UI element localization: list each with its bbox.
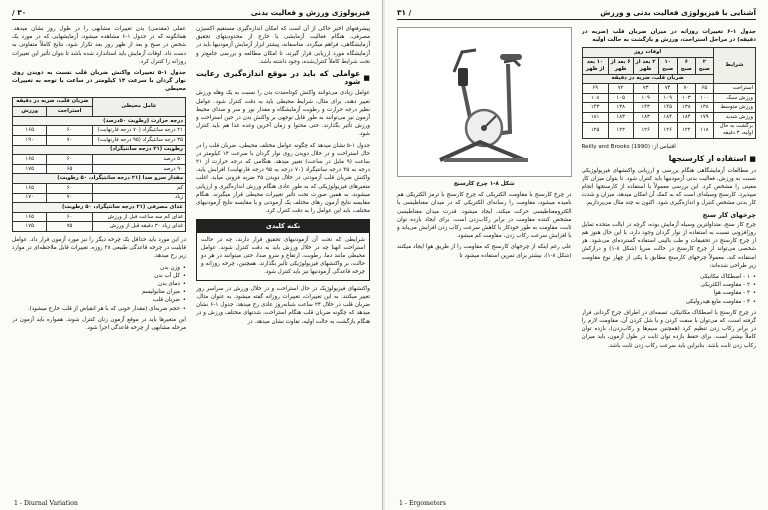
table-cell: زیاد [92,193,185,203]
table-cell: ۱۰۹ [633,93,658,103]
running-head [12,8,370,20]
table-cell: ۷۴ [658,84,677,94]
table-cell: ۶۹ [582,84,608,94]
figure-caption: شکل ۸-۱ چرخ کارسنج [453,181,515,187]
table-caption: جدول ۱-۶ تغییرات روزانه در میزان ضربان قلب (ضربه در دقیقه) در مراحل استراحت، ورزش و بازگشت به حالت اولیه [581,29,756,44]
header-title: آشنایی با فیزیولوژی فعالیت بدنی و ورزش [600,8,756,17]
table-header: ۱۰ صبح [658,58,677,75]
table-cell: ۱۰۹ [658,93,677,103]
table-cell: ۶۰ [47,183,92,193]
table-cell: ورزش متوسط [713,103,755,113]
footnote: 1 - Diurnal Variation [14,500,78,507]
section-heading: ■ عواملی که باید در موقع اندازه‌گیری رعایت شود [196,69,370,87]
table-row [13,222,186,232]
table-cell: ۱۸۳ [633,112,658,122]
list-item: • ۱ - اصطکاک مکانیکی [582,273,751,281]
table-row [13,126,186,136]
table-cell: ۶۰ [47,212,92,222]
table-cell: کم [92,183,185,193]
list-item: • دمای بدن [12,280,180,288]
table-cell: ۷۰ [677,84,695,94]
table-cell: ۱۶۵ [13,212,47,222]
table-cell: غذای کم سه ساعت قبل از ورزش [92,212,185,222]
table-cell: ۱۲۲ [677,122,695,139]
keypoint-text: شرایطی که تحت آن آزمودنیهای تحقیق قرار دارند، چه در حالت استراحت انهنا چه در خلال ورزش باید به دقت کنترل شوند. عوامل محیطی مانند دما، رطوبت، ارتفاع و سرو صدا، حتی میتوانند در هر دو حالت، بر واکنشهای فیزیولوژیکی تأثیر بگذارند. همچنین، چرخه روزانه و چرخه قاعدگی آزمودنیها نیز باید کنترل شود. [201,236,365,276]
table-row [582,93,756,103]
keypoint-title: نکته کلیدی [197,220,369,232]
table-header: استراحت [47,107,92,117]
table-cell: ۱۸۱ [582,112,608,122]
table-cell: ۱۷۵ [13,222,47,232]
table-row [13,212,186,222]
table-cell: استراحت [713,84,755,94]
paragraph: در چرخ کارسنج با مقاومت الکتریکی که چرخ کارسنج با ترمز الکتریکی هم نامیده میشود، مقاومت را رسانه‌ای الکتریکی که در میدان مغناطیسی با الکترومغناطیسی حرکت میکند، ایجاد میشود. قدرت میدان مغناطیسی مشخص کننده مقاومت در برابر رکاب‌زدن است. برای ایجاد بازده توان ثابت، مقاومت به طور خودکار با کاهش سرعت رکاب زدن افزایش می‌یابد و با افزایش سرعت رکاب زدن، مقاومت کم میشود. [397,192,572,240]
table-header: ضربان قلب، ضربه در دقیقه [13,97,93,107]
table-header: شرایط [713,48,755,84]
column-left [12,25,186,505]
table-cell: ۱۰۳ [677,93,695,103]
list-item: • ۴ - مقاومت مایع هیدرولیکی [582,298,751,306]
table-cell: ۱۲۲ [608,122,633,139]
footnote: 1 - Ergometers [399,500,446,507]
table-header: ورزش [13,107,47,117]
table-cell: ۱۰۸ [582,93,608,103]
table-cell: ۱۷۰ [13,193,47,203]
paragraph: جدول ۱-۵ نشان میدهد که چگونه عوامل مختلف محیطی، ضربان قلب را در حال استراحت و در خلال دویدن روی نوار گردان با سرعت ۱۴ کیلومتر در ساعت (۹ مایل در ساعت) تغییر میدهد. هنگامی که درجه حرارت از ۲۱ درجه به ۳۵ درجه سانتیگراد (۷۰ درجه به ۹۵ درجه فارنهایت) افزایش یابد، واکنش ضربان قلب آزمودنی در خلال دویدن ۲۵ ضربه فزونی میابد. اغلب متغیرهای فیزیولوژیکی که به طور عادی هنگام ورزش اندازه‌گیری و ارزیابی میشوند، به همین صورت تحت تأثیر تغییرات محیطی قرار میگیرند. هنگام مقایسه نتایج آزمون رهای مختلف یک آزمودنی و یا مقایسه نتایج آزمودنیهای مختلف، باید این عوامل را به دقت کنترل کرد. [196,142,370,215]
table-row [13,155,186,165]
exercise-bike-icon [424,32,544,172]
cycle-variables-list [12,264,186,313]
table-cell: ۱۱۸ [695,122,713,139]
table-row [13,193,186,203]
section-heading: ■ استفاده از کارسنجها [668,154,756,164]
table-cell: ۷۰ [47,193,92,203]
table-cell: ۱۶۵ [13,183,47,193]
paragraph: در چرخ کارسنج با اصطکاک مکانیکی، تسمه‌ای در اطراف چرخ گردانی قرار گرفته است، که می‌توان با سفت کردن و یا شل کردن آن، مقاومت لازم را در برابر رکاب زدن تنظیم کرد (همچنین سیم‌ها و رکاب‌زدن)، بازده توان کاملاً بیشتر است. برای حفظ بازده توان ثابت در طول آزمون، باید میزان رکاب زدن ثابت باشد. بنابراین باید سرعت رکاب زدن ثابت باشد. [581,309,756,349]
table-cell: ۱۴۵ [658,103,677,113]
table-cell: ۶۰ [47,126,92,136]
column-right [582,25,757,505]
table-row [13,183,186,193]
table-header: ۱۰ بعد از ظهر [582,58,608,75]
table-row [582,112,756,122]
table-cell: غذای زیاد ۳۰ دقیقه قبل از ورزش [92,222,185,232]
table-cell: ۱۲۶ [633,122,658,139]
table-cell: ۱۰۵ [608,93,633,103]
table-cell: ۱۳۸ [695,103,713,113]
table-cell: ۶۵ [47,164,92,174]
subheading: چرخهای کار سنج [702,210,756,219]
table-source: Reilly and Brooks (1990) :اقتباس از [581,144,676,151]
table-cell: ۱۶۵ [13,155,47,165]
heading-bullet-icon: ■ [363,74,370,83]
table-cell: ۱۸۴ [677,112,695,122]
table-cell: ۱۴۳ [582,103,608,113]
list-item: • ضربان قلب [12,296,180,304]
ergometer-figure [397,27,572,177]
paragraph: عملی (مقدمی) بدن تغییرات مشابهی را در طول روز نشان میدهد. همانگونه که در جدول ۱-۶ مشاهده میشود، آزمایشهایی که در مورد یک شخص در صبح و بعد از ظهر روز بعد تکرار شود، نتایج کاملاً متفاوتی به دست داد. اوقات آزمایش باید استاندارد شده باشد تا بتوان تأثیر این تغییرات روزانه را کنترل کرد. [12,26,186,65]
table-row [582,103,756,113]
list-item: • وزن بدن [12,264,180,272]
table-cell: ۳۵ درجه سانتیگراد (۹۵ درجه فارنهایت) [92,136,185,146]
table-cell: ۷۰ [47,136,92,146]
table-cell: ۱۰۰ [695,93,713,103]
table-cell: ۹۰ درصد [92,164,185,174]
table-cell: ۱۸۳ [608,112,633,122]
column-left [397,25,572,505]
list-item: • میزان متابولیسم [12,288,180,296]
heading-bullet-icon: ■ [749,155,756,164]
table-cell: ۱۶۵ [13,126,47,136]
table-cell: ۱۳۸ [677,103,695,113]
paragraph: در این مورد باید حداقل یک چرخه دیگر را نیز مورد آزمون قرار داد. عوامل قابلیت در چرخه قاعدگی طبیعی ۲۸ روزه، تغییرات قابل ملاحظه‌ای در موارد زیر رخ میدهد. [12,236,186,260]
table-row [582,84,756,94]
table-cell: ۶۰ [47,155,92,165]
table-cell: ۶۵ [695,84,713,94]
table-cell: ۷۲ [608,84,633,94]
table-row [13,136,186,146]
table-cell: برگشت به حال اولیه، ۳ دقیقه [713,122,755,139]
left-page [0,0,383,510]
diurnal-heart-rate-table [582,47,757,139]
paragraph: این متغیرها باید در موقع آزمون زنان کنترل شوند. همواره باید آزمون در مرحله مشابهی از چرخه قاعدگی اجرا شود. [12,316,186,331]
table-row [13,164,186,174]
table-group-row: درجه حرارت (رطوبت ۵۰درصد) [13,116,186,126]
right-page [385,0,768,510]
page-number: ۳۰ / [12,8,27,17]
table-group-row: مقدار سرو صدا (۲۱ درجه سانتیگراد، ۵۰ رطوبت) [13,174,186,184]
list-item: • کل آب بدن [12,272,180,280]
table-header: اوقات روز [582,48,713,58]
table-cell: ۱۲۶ [658,122,677,139]
paragraph: واکنشهای فیزیولوژیک در حال استراحت و در خلال ورزش در سراسر روز تغییر میکنند. به این تغییرات، تغییرات روزانه گفته میشود. به عنوان مثال، ضربان قلب در خلال ۲۴ ساعت شبانه‌روز عادی رخ میدهد. جدول ۱-۶ نشان میدهد که چگونه ضربان قلب هنگام استراحت، شدتهای مختلف ورزش و در هنگام بازگشت به حالت اولیه، تفاوت نشان میدهد. در [196,285,370,325]
table-header: ۶ بعد از ظهر [608,58,633,75]
table-cell: ۱۹۰ [13,136,47,146]
table-cell: ۱۷۹ [695,112,713,122]
list-item: • ۲ - مقاومت الکتریکی [582,281,751,289]
paragraph: در مطالعات آزمایشگاهی هنگام بررسی و ارزیابی واکنشهای فیزیولوژیکی نسبت به ورزش، فعالیت بدنی آزمودنیها باید کنترل شود. تا بتوان میزان کار معینی را مشخص کرد. این بررسی معمولاً با استفاده از کارسنجها انجام میپذیرد. کارسنج وسیله‌ای است که به کمک آن امکان میدهد، میزان و شدت کار بدنی مشخص کنترل و اندازه‌گیری شود. اکنون به چند مثال می‌پردازیم. [581,167,756,207]
table-group-row: رطوبت (۲۱ درجه سانتیگراد) [13,145,186,155]
paragraph: چرخ کار سنج، متداولترین وسیله آزمایش بوده، گرچه در ایالت متحده تمایل روزافزونی نسبت به استفاده از نوار گردان وجود دارد، با این حال هنوز هم از چرخ کارسنج در تحقیقات و طب بالینی استفاده گسترده‌ای می‌شود. هر شخصی می‌تواند از چرخ کارسنج در حالت سرپا (شکل ۸-۱) و درازکش استفاده کند. معمولاً چرخهای کارسنج مطابق با یکی از چهار نوع مقاومت زیر طراحی شده‌اند: [581,221,756,269]
table-cell: ورزش سبک [713,93,755,103]
page-number: / ۳۱ [397,8,412,17]
environment-heart-rate-table [12,97,186,232]
table-cell: ۱۷۵ [13,164,47,174]
keypoint-box [196,219,370,280]
table-header: ۶ صبح [677,58,695,75]
running-head [397,8,756,20]
resistance-types-list [582,273,757,306]
table-cell: ۱۴۳ [633,103,658,113]
table-cell: ۱۳۸ [608,103,633,113]
paragraph: پیشرفتهای اخیر حاکی از آن است که امکان اندازه‌گیری مستقیم اکسیژن مصرفی، هنگام فعالیت آزمایشی با خارج از محدودیتهای تحقیق آزمایشگاهی، فراهم میگردد. متاسفانه، پیشتر ابزار آزمایش آزمودنیها باید در آزمایشگاه مورد ارزیابی قرار گیرند، تا امکان مطالعه و بررسی جامع‌تر و تحت شرایط کاملاً کنترل‌شده، وجود داشته باشد. [196,26,370,65]
table-row [582,122,756,139]
table-cell: ۵۰ درصد [92,155,185,165]
table-caption: جدول ۱-۵ تغییرات واکنش ضربان قلب نسبت به دویدن روی نوار گردان با سرعت ۱۴ کیلومتر در ساعت یا توجه به تغییرات محیطی [12,70,186,93]
table-cell: ۱۲۵ [582,122,608,139]
paragraph: علی رغم اینکه از چرخهای کارسنج که مقاومت را از طریق هوا ایجاد میکنند (شکل ۸-۱)، بیشتر برای تمرین استفاده میشود تا [397,244,572,259]
table-cell: ۷۵ [47,222,92,232]
header-title: فیزیولوژی ورزش و فعالیت بدنی [250,8,370,17]
table-cell: ۷۳ [633,84,658,94]
table-cell: ورزش شدید [713,112,755,122]
table-cell: ۱۸۴ [658,112,677,122]
table-cell: ۲۱ درجه سانتیگراد (۷۰ درجه فارنهایت) [92,126,185,136]
paragraph: عوامل زیادی می‌توانند واکنش کوتاه‌مدت بدن را نسبت به یک وهله ورزش تغییر دهند، برای مثال، شرایط محیطی باید به دقت کنترل شود. عوامل نظیر درجه حرارت و رطوبت آزمایشگاه و مقدار نور و سر و صدای محیط آزمون نیز می‌توانند به طور قابل توجهی بر واکنش بدن در حین استراحت و ورزش تأثیر بگذارند. حتی محتوا و زمان آخرین وعده غذا هم باید کنترل شود. [196,90,370,138]
table-group-row: غذای مصرفی (۲۱ درجه سانتیگراد، ۵۰ رطوبت) [13,203,186,213]
table-header: ضربان قلب، ضربه در دقیقه [582,74,713,84]
table-header: ۲ صبح [695,58,713,75]
table-header: عامل محیطی [92,97,185,116]
table-header: ۲ بعد از ظهر [633,58,658,75]
list-item: • ۳ - مقاومت هوا [582,289,751,297]
column-right [196,25,370,505]
list-item: • حجم ضربه‌ای (مقدار خونی که با هر انقباض از قلب خارج میشود). [12,305,180,313]
